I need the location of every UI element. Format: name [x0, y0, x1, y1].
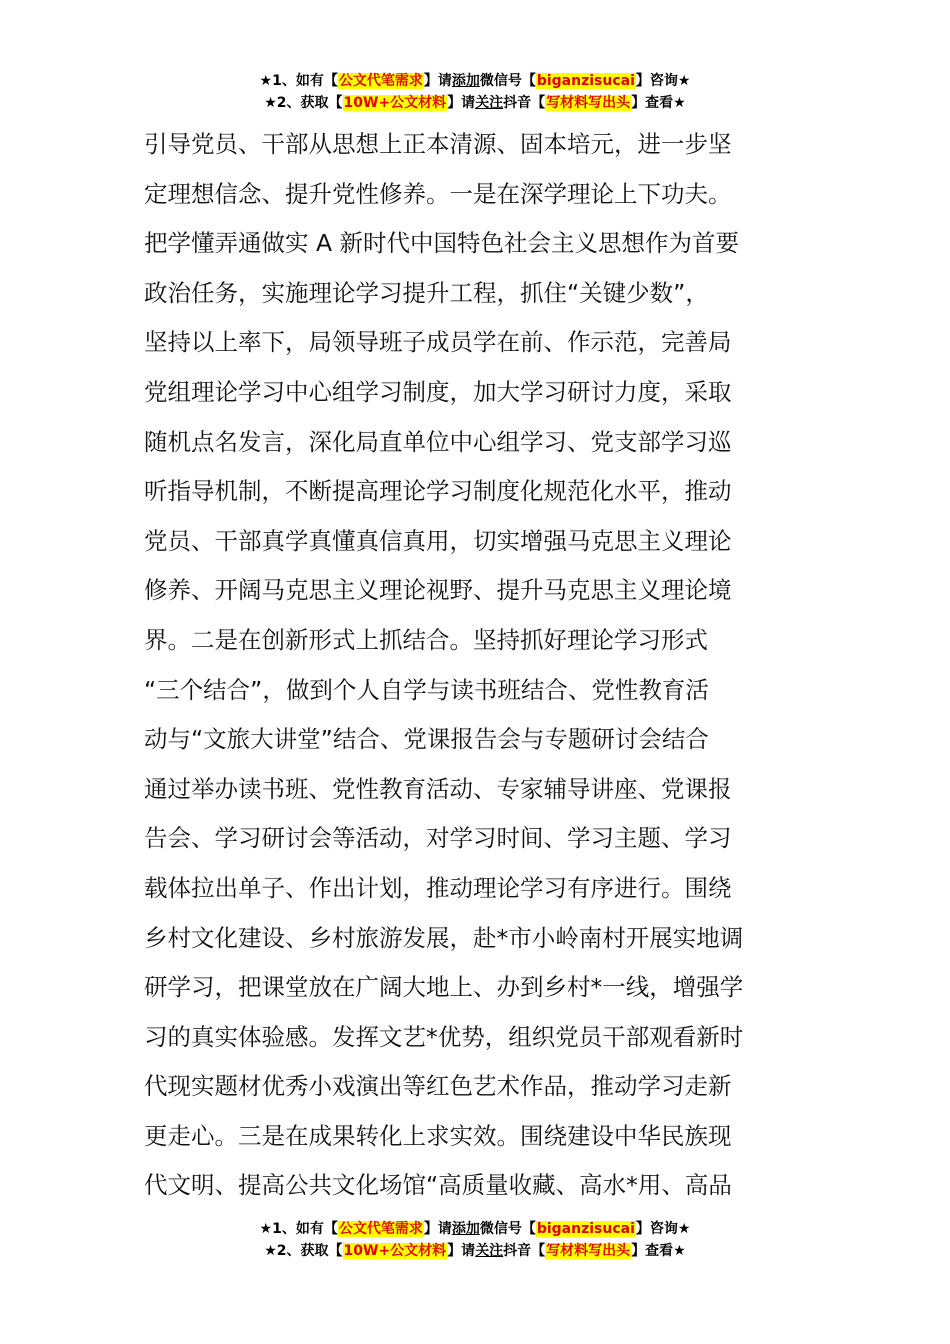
body-line: 把学懂弄通做实 A 新时代中国特色社会主义思想作为首要	[144, 229, 740, 258]
body-line: “三个结合”，做到个人自学与读书班结合、党性教育活	[144, 675, 709, 704]
body-line: 听指导机制，不断提高理论学习制度化规范化水平，推动	[144, 477, 732, 506]
highlight-materials: 10W+公文材料	[343, 1243, 447, 1259]
banner-line-1: ★1、如有【公文代笔需求】请添加微信号【biganzisucai】咨询★	[259, 73, 691, 89]
body-line: 研学习，把课堂放在广阔大地上、办到乡村*一线，增强学	[144, 973, 744, 1002]
body-line: 随机点名发言，深化局直单位中心组学习、党支部学习巡	[144, 427, 732, 456]
body-line: 更走心。三是在成果转化上求实效。围绕建设中华民族现	[144, 1121, 732, 1150]
body-line: 修养、开阔马克思主义理论视野、提升马克思主义理论境	[144, 576, 732, 605]
body-line: 代现实题材优秀小戏演出等红色艺术作品，推动学习走新	[144, 1072, 732, 1101]
highlight-douyin-account: 写材料写出头	[546, 95, 631, 111]
highlight-douyin-account: 写材料写出头	[546, 1243, 631, 1259]
body-line: 引导党员、干部从思想上正本清源、固本培元，进一步坚	[144, 130, 732, 158]
body-line: 党员、干部真学真懂真信真用，切实增强马克思主义理论	[144, 526, 732, 555]
header-banner	[0, 70, 950, 114]
body-line: 党组理论学习中心组学习制度，加大学习研讨力度，采取	[144, 377, 732, 406]
body-line: 坚持以上率下，局领导班子成员学在前、作示范，完善局	[144, 328, 732, 357]
body-line: 界。二是在创新形式上抓结合。坚持抓好理论学习形式	[144, 625, 708, 654]
body-line: 定理想信念、提升党性修养。一是在深学理论上下功夫。	[144, 179, 732, 208]
banner-line-2: ★2、获取【10W+公文材料】请关注抖音【写材料写出头】查看★	[264, 95, 686, 111]
body-line: 习的真实体验感。发挥文艺*优势，组织党员干部观看新时	[144, 1022, 744, 1051]
body-line: 告会、学习研讨会等活动，对学习时间、学习主题、学习	[144, 824, 732, 853]
body-line: 政治任务，实施理论学习提升工程，抓住“关键少数”，	[144, 278, 709, 307]
footer-banner	[0, 1218, 950, 1262]
body-line: 乡村文化建设、乡村旅游发展，赴*市小岭南村开展实地调	[144, 923, 744, 952]
highlight-service: 公文代笔需求	[338, 73, 423, 89]
document-body	[144, 120, 814, 1211]
body-line: 代文明、提高公共文化场馆“高质量收藏、高水*用、高品	[144, 1171, 732, 1200]
highlight-service: 公文代笔需求	[338, 1221, 423, 1237]
body-line: 载体拉出单子、作出计划，推动理论学习有序进行。围绕	[144, 873, 732, 902]
highlight-wechat-id: biganzisucai	[536, 1221, 635, 1237]
highlight-wechat-id: biganzisucai	[536, 73, 635, 89]
body-line: 通过举办读书班、党性教育活动、专家辅导讲座、党课报	[144, 774, 732, 803]
banner-line-2: ★2、获取【10W+公文材料】请关注抖音【写材料写出头】查看★	[264, 1243, 686, 1259]
body-line: 动与“文旅大讲堂”结合、党课报告会与专题研讨会结合	[144, 725, 709, 754]
highlight-materials: 10W+公文材料	[343, 95, 447, 111]
banner-line-1: ★1、如有【公文代笔需求】请添加微信号【biganzisucai】咨询★	[259, 1221, 691, 1237]
